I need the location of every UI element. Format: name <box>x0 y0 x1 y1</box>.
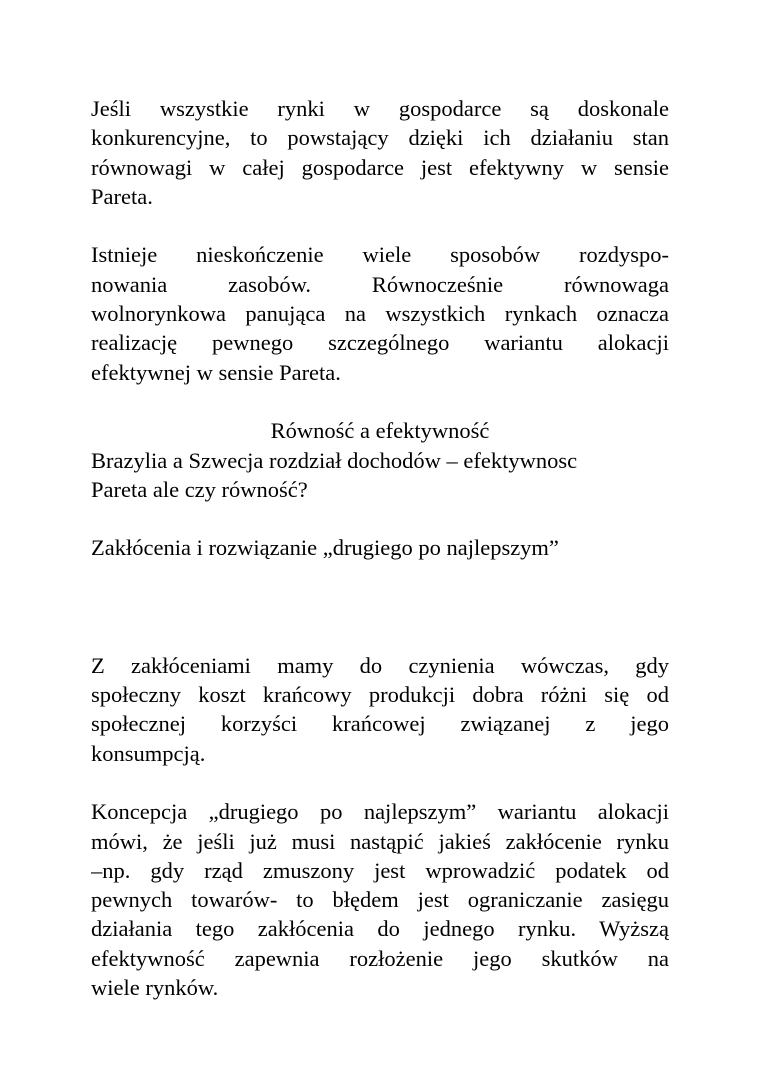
paragraph-distortions-definition <box>91 651 669 768</box>
paragraph-resource-allocation <box>91 240 669 386</box>
text-line: wiele rynków. <box>91 975 219 1001</box>
text-line: –np. gdy rząd zmuszony jest wprowadzić podatek od <box>91 857 669 883</box>
paragraph-second-best-concept <box>91 797 669 1002</box>
text-line: konkurencyjne, to powstający dzięki ich działaniu stan <box>91 125 669 151</box>
document-page <box>91 94 669 1002</box>
text-line: wolnorynkowa panująca na wszystkich rynkach oznacza <box>91 301 669 327</box>
text-line: Pareta. <box>91 183 153 209</box>
text-line: Brazylia a Szwecja rozdział dochodów – efektywnosc <box>91 447 578 473</box>
section-heading-equality <box>91 416 669 445</box>
heading-distortions-second-best: Zakłócenia i rozwiązanie „drugiego po najlepszym” <box>91 535 559 561</box>
text-line: społeczny koszt krańcowy produkcji dobra różni się od <box>91 682 669 708</box>
text-line: nowania zasobów. Równocześnie równowaga <box>91 271 669 297</box>
text-line: realizację pewnego szczególnego wariantu alokacji <box>91 330 669 356</box>
text-line: konsumpcją. <box>91 740 206 766</box>
text-line: równowagi w całej gospodarce jest efektywny w sensie <box>91 154 669 180</box>
text-line: pewnych towarów- to błędem jest ograniczanie zasięgu <box>91 887 669 913</box>
text-line: efektywnej w sensie Pareta. <box>91 359 341 385</box>
heading-equality-efficiency: Równość a efektywność <box>270 418 490 444</box>
text-line: Istnieje nieskończenie wiele sposobów rozdyspo- <box>91 242 669 268</box>
text-line: działania tego zakłócenia do jednego rynku. Wyższą <box>91 916 669 942</box>
text-line: Jeśli wszystkie rynki w gospodarce są doskonale <box>91 96 669 121</box>
text-line: mówi, że jeśli już musi nastąpić jakieś zakłócenie rynku <box>91 828 669 854</box>
text-line: Koncepcja „drugiego po najlepszym” wariantu alokacji <box>91 799 669 825</box>
text-line: Pareta ale czy równość? <box>91 476 308 502</box>
paragraph-pareta-efficiency <box>91 94 669 211</box>
question-block <box>91 446 669 505</box>
text-line: Z zakłóceniami mamy do czynienia wówczas, gdy <box>91 652 669 678</box>
text-line: społecznej korzyści krańcowej związanej z jego <box>91 711 669 737</box>
text-line: efektywność zapewnia rozłożenie jego skutków na <box>91 945 669 971</box>
section-heading-distortions <box>91 533 669 562</box>
